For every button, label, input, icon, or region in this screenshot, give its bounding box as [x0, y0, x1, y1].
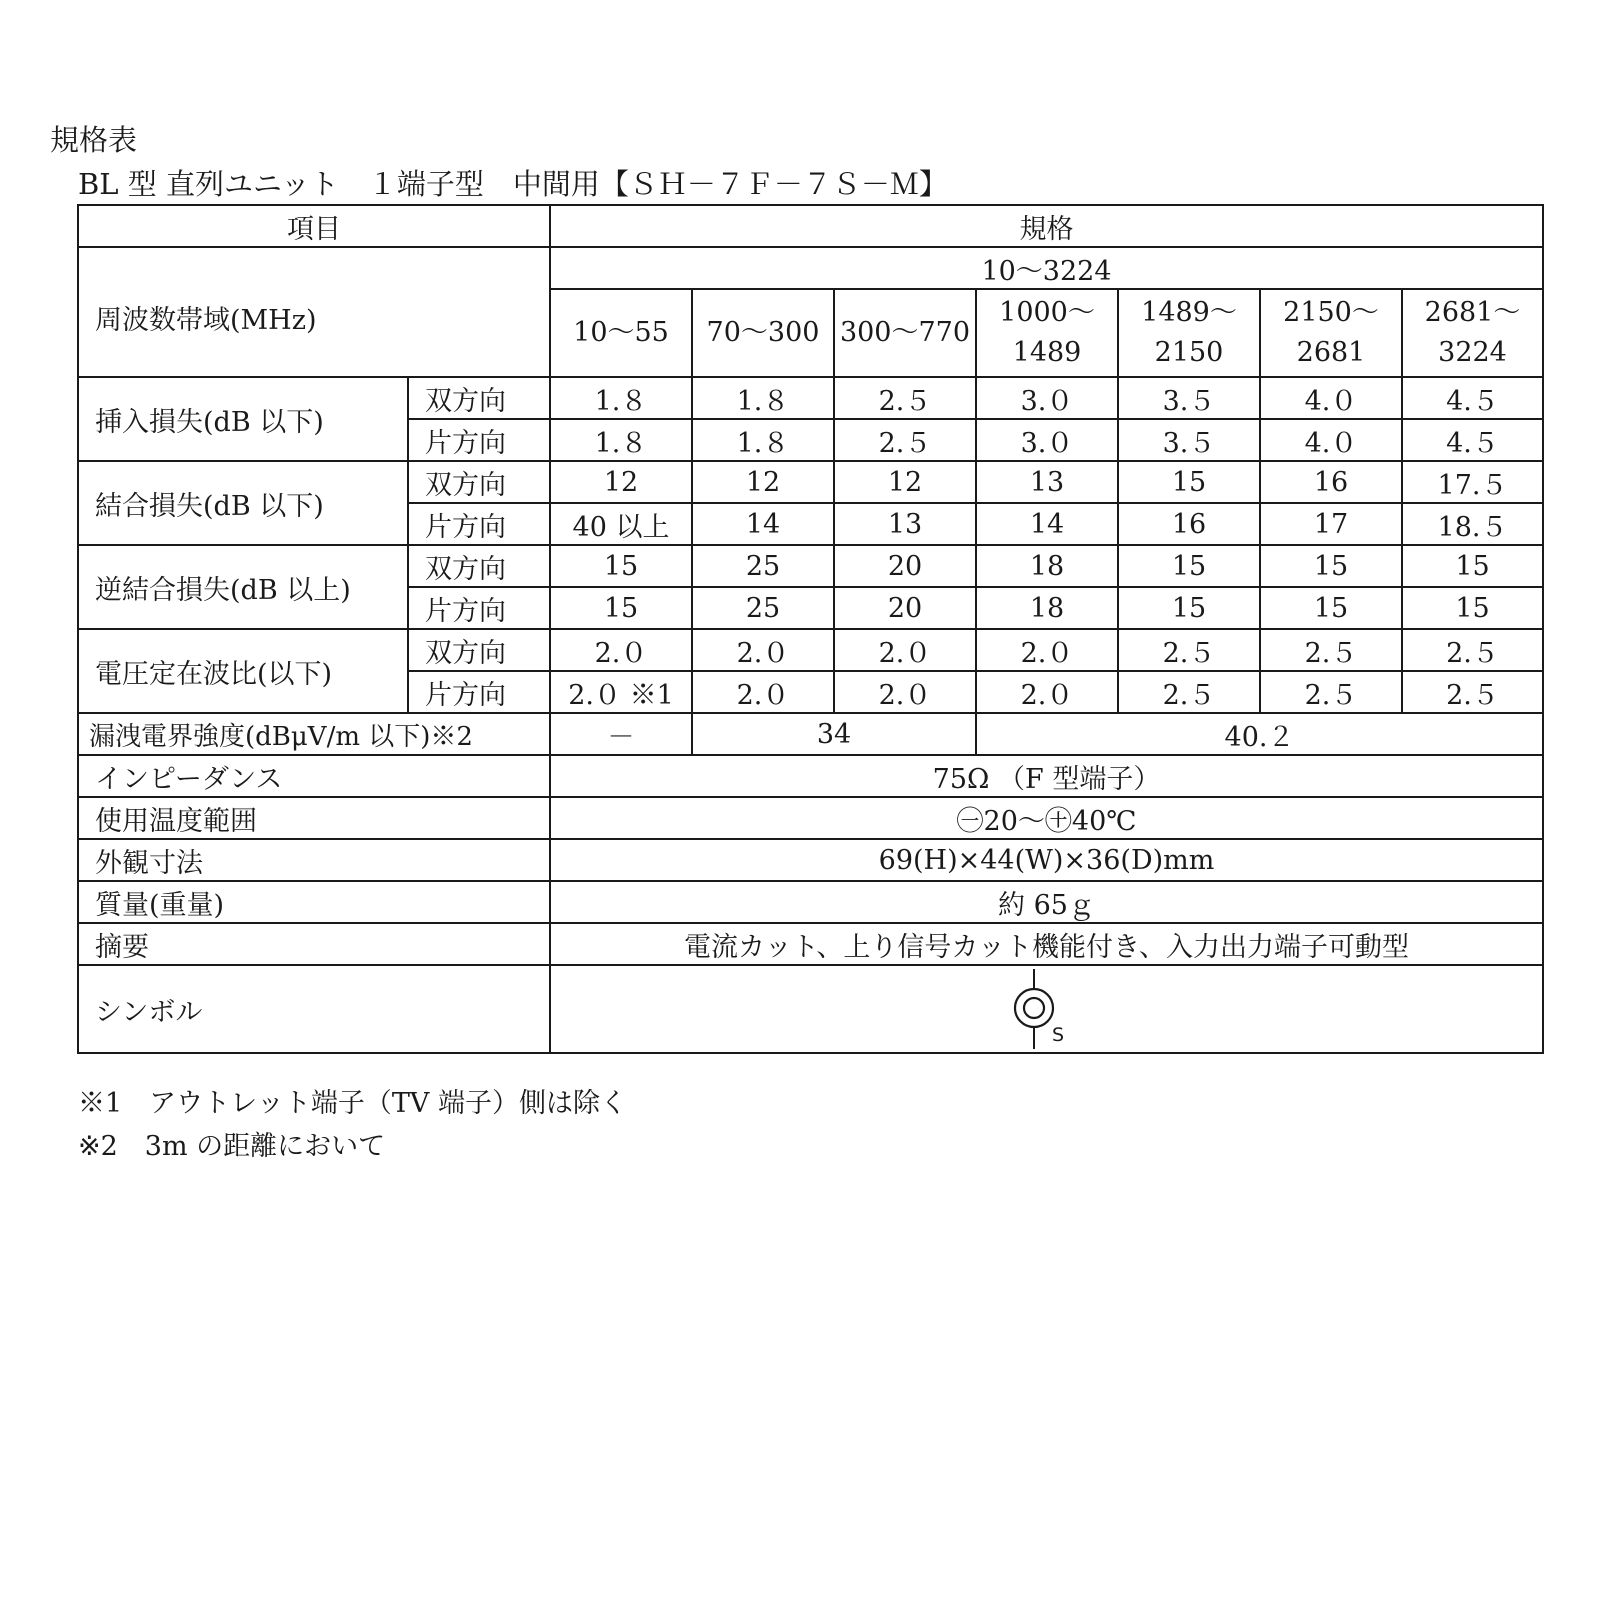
band-6-line1: 2150～ — [1283, 297, 1379, 328]
leakage-label: 漏洩電界強度(dBμV/m 以下)※2 — [78, 713, 550, 755]
weight-label: 質量(重量) — [78, 881, 550, 923]
value-cell: 15 — [550, 587, 692, 629]
band-4 — [976, 289, 1118, 377]
direction-label: 双方向 — [408, 461, 550, 503]
footnote-2: ※2 3m の距離において — [78, 1131, 386, 1162]
value-cell: 15 — [1402, 587, 1543, 629]
value-cell: 2.５ — [1402, 629, 1543, 671]
value-cell: 20 — [834, 587, 976, 629]
band-6 — [1260, 289, 1402, 377]
value-cell: 2.０ — [834, 629, 976, 671]
product-subtitle: BL 型 直列ユニット １端子型 中間用【ＳＨ－７Ｆ－７Ｓ－Ｍ】 — [78, 167, 948, 201]
value-cell: 1.８ — [550, 377, 692, 419]
direction-label: 片方向 — [408, 587, 550, 629]
value-cell: 2.５ — [1402, 671, 1543, 713]
temperature-value: ㊀20～㊉40℃ — [550, 797, 1543, 839]
value-cell: 1.８ — [692, 377, 834, 419]
vswr-label: 電圧定在波比(以下) — [78, 629, 408, 713]
header-spec: 規格 — [550, 205, 1543, 247]
value-cell: 2.５ — [1118, 671, 1260, 713]
footnote-1: ※1 アウトレット端子（TV 端子）側は除く — [78, 1088, 627, 1119]
freq-label: 周波数帯域(MHz) — [78, 247, 550, 377]
value-cell: 2.５ — [1118, 629, 1260, 671]
value-cell: 15 — [1118, 587, 1260, 629]
value-cell: 2.０ — [550, 629, 692, 671]
coupling-loss-label: 結合損失(dB 以下) — [78, 461, 408, 545]
band-7-line1: 2681～ — [1424, 297, 1521, 328]
band-5 — [1118, 289, 1260, 377]
value-cell: 25 — [692, 545, 834, 587]
value-cell: 1.８ — [550, 419, 692, 461]
leakage-value-3: 40.２ — [976, 713, 1543, 755]
impedance-label: インピーダンス — [78, 755, 550, 797]
symbol-cell — [550, 965, 1543, 1053]
value-cell: 18 — [976, 587, 1118, 629]
value-cell: 25 — [692, 587, 834, 629]
value-cell: 14 — [976, 503, 1118, 545]
value-cell: 16 — [1260, 461, 1402, 503]
value-cell: 15 — [1260, 545, 1402, 587]
band-6-line2: 2681 — [1296, 337, 1366, 368]
series-unit-symbol-icon — [1012, 969, 1082, 1049]
symbol-s-label: S — [1051, 1024, 1064, 1046]
symbol-label: シンボル — [78, 965, 550, 1053]
value-cell: 2.５ — [1260, 629, 1402, 671]
direction-label: 双方向 — [408, 377, 550, 419]
summary-label: 摘要 — [78, 923, 550, 965]
direction-label: 片方向 — [408, 671, 550, 713]
page-title: 規格表 — [50, 123, 138, 157]
band-1 — [550, 289, 692, 377]
value-cell: 2.０ ※1 — [550, 671, 692, 713]
value-cell: 12 — [550, 461, 692, 503]
band-2 — [692, 289, 834, 377]
band-7 — [1402, 289, 1543, 377]
dimensions-value: 69(H)×44(W)×36(D)mm — [550, 839, 1543, 881]
value-cell: 17 — [1260, 503, 1402, 545]
weight-value: 約 65ｇ — [550, 881, 1543, 923]
value-cell: 18.５ — [1402, 503, 1543, 545]
band-4-line2: 1489 — [1012, 337, 1082, 368]
temperature-label: 使用温度範囲 — [78, 797, 550, 839]
freq-total: 10～3224 — [550, 247, 1543, 289]
band-3 — [834, 289, 976, 377]
footnotes — [78, 1082, 627, 1168]
leakage-value-2: 34 — [692, 713, 976, 755]
value-cell: 13 — [976, 461, 1118, 503]
value-cell: 14 — [692, 503, 834, 545]
header-item: 項目 — [78, 205, 550, 247]
value-cell: 15 — [1260, 587, 1402, 629]
value-cell: 17.５ — [1402, 461, 1543, 503]
direction-label: 双方向 — [408, 545, 550, 587]
direction-label: 片方向 — [408, 503, 550, 545]
value-cell: 13 — [834, 503, 976, 545]
value-cell: 15 — [550, 545, 692, 587]
impedance-value: 75Ω （F 型端子） — [550, 755, 1543, 797]
value-cell: 4.５ — [1402, 419, 1543, 461]
value-cell: 3.０ — [976, 419, 1118, 461]
spec-table — [77, 204, 1544, 1054]
insertion-loss-label: 挿入損失(dB 以下) — [78, 377, 408, 461]
value-cell: 2.５ — [1260, 671, 1402, 713]
leakage-value-1: － — [550, 713, 692, 755]
value-cell: 4.５ — [1402, 377, 1543, 419]
band-5-line1: 1489～ — [1141, 297, 1237, 328]
value-cell: 12 — [692, 461, 834, 503]
value-cell: 2.０ — [976, 629, 1118, 671]
value-cell: 2.０ — [692, 671, 834, 713]
value-cell: 2.５ — [834, 377, 976, 419]
value-cell: 16 — [1118, 503, 1260, 545]
band-7-line2: 3224 — [1438, 337, 1507, 368]
band-4-line1: 1000～ — [999, 297, 1095, 328]
value-cell: 3.５ — [1118, 419, 1260, 461]
value-cell: 4.０ — [1260, 419, 1402, 461]
value-cell: 15 — [1402, 545, 1543, 587]
band-5-line2: 2150 — [1154, 337, 1224, 368]
value-cell: 15 — [1118, 545, 1260, 587]
value-cell: 40 以上 — [550, 503, 692, 545]
band-1-line1: 10～55 — [573, 317, 669, 348]
value-cell: 2.０ — [834, 671, 976, 713]
summary-value: 電流カット、上り信号カット機能付き、入力出力端子可動型 — [550, 923, 1543, 965]
dimensions-label: 外観寸法 — [78, 839, 550, 881]
value-cell: 3.０ — [976, 377, 1118, 419]
direction-label: 双方向 — [408, 629, 550, 671]
value-cell: 1.８ — [692, 419, 834, 461]
value-cell: 15 — [1118, 461, 1260, 503]
direction-label: 片方向 — [408, 419, 550, 461]
reverse-coupling-loss-label: 逆結合損失(dB 以上) — [78, 545, 408, 629]
value-cell: 20 — [834, 545, 976, 587]
value-cell: 2.０ — [976, 671, 1118, 713]
value-cell: 4.０ — [1260, 377, 1402, 419]
value-cell: 18 — [976, 545, 1118, 587]
value-cell: 2.５ — [834, 419, 976, 461]
value-cell: 12 — [834, 461, 976, 503]
band-2-line1: 70～300 — [706, 317, 820, 348]
value-cell: 3.５ — [1118, 377, 1260, 419]
band-3-line1: 300～770 — [839, 317, 971, 348]
value-cell: 2.０ — [692, 629, 834, 671]
